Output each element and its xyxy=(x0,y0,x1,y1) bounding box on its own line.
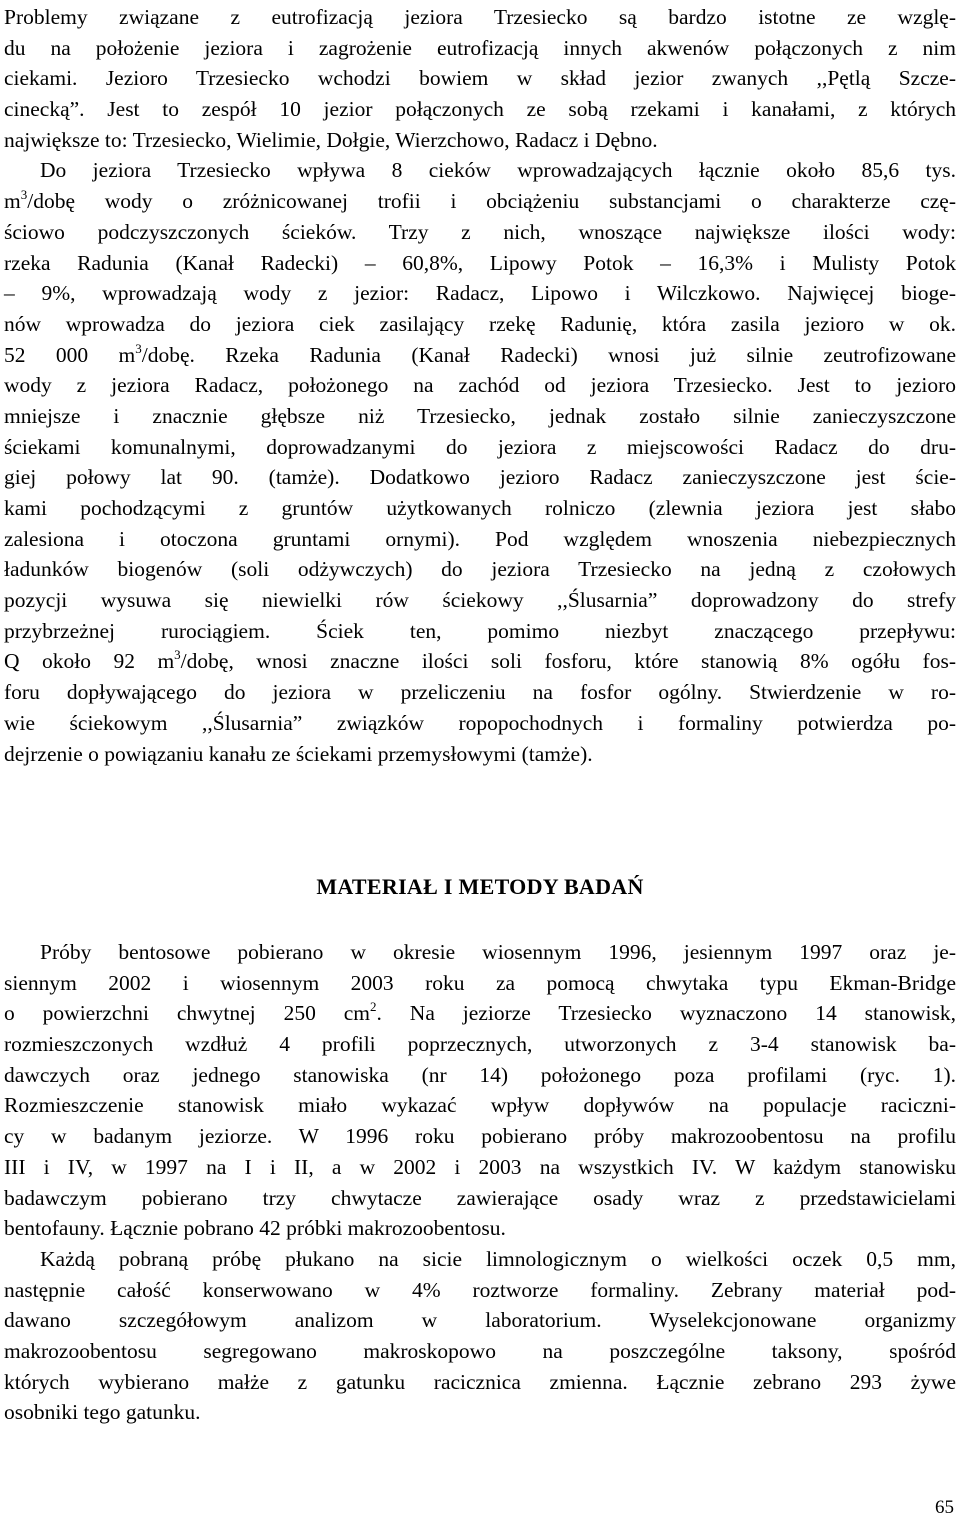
text-line: dawczych oraz jednego stanowiska (nr 14) położonego poza profilami (ryc. 1). xyxy=(4,1062,956,1087)
text-line: rzeka Radunia (Kanał Radecki) – 60,8%, Lipowy Potok – 16,3% i Mulisty Potok xyxy=(4,250,956,275)
text-line: foru dopływającego do jeziora w przeliczeniu na fosfor ogólny. Stwierdzenie w ro- xyxy=(4,680,956,705)
text-line: zalesiona i otoczona gruntami ornymi). Pod względem wnoszenia niebezpiecznych xyxy=(4,526,956,551)
text-line: ściowo podczyszczonych ścieków. Trzy z nich, wnoszące największe ilości wody: xyxy=(4,219,956,244)
text-line: ściekami komunalnymi, doprowadzanymi do jeziora z miejscowości Radacz do dru- xyxy=(4,434,956,459)
superscript: 3 xyxy=(174,647,181,663)
text-line: których wybierano małże z gatunku racicznica zmienna. Łącznie zebrano 293 żywe xyxy=(4,1369,956,1394)
text-line: du na położenie jeziora i zagrożenie eutrofizacją innych akwenów połączonych z nim xyxy=(4,35,956,60)
text-line: 52 000 $m^3$/dobę. Rzeka Radunia (Kanał Radecki) wnosi już silnie zeutrofizowane xyxy=(4,340,956,367)
text-line: cinecką”. Jest to zespół 10 jezior połączonych ze sobą rzekami i kanałami, z których xyxy=(4,97,956,122)
superscript: 2 xyxy=(370,999,377,1015)
text-line: Q około 92 $m^3$/dobę, wnosi znaczne ilości soli fosforu, które stanowią 8% ogółu fos- xyxy=(4,647,956,674)
text-line: Problemy związane z eutrofizacją jeziora Trzesiecko są bardzo istotne ze wzglę- xyxy=(4,5,956,29)
text-line: Każdą pobraną próbę płukano na sicie limnologicznym o wielkości oczek 0,5 mm, xyxy=(40,1246,956,1271)
text-line: Do jeziora Trzesiecko wpływa 8 cieków wprowadzających łącznie około 85,6 tys. xyxy=(40,158,956,183)
body-text-intro xyxy=(4,2,956,769)
text-line: o powierzchni chwytnej 250 $cm^2$. Na jeziorze Trzesiecko wyznaczono 14 stanowisk, xyxy=(4,999,956,1026)
text-line: rozmieszczonych wzdłuż 4 profili poprzecznych, utworzonych z 3-4 stanowisk ba- xyxy=(4,1032,956,1057)
text-line: pozycji wysuwa się niewielki rów ściekowy ,,Ślusarnia” doprowadzony do strefy xyxy=(4,588,956,613)
text-line: Rozmieszczenie stanowisk miało wykazać wpływ dopływów na populacje raciczni- xyxy=(4,1093,956,1118)
text-line: ładunków biogenów (soli odżywczych) do jeziora Trzesiecko na jedną z czołowych xyxy=(4,557,956,582)
text-line: nów wprowadza do jeziora ciek zasilający rzekę Radunię, która zasila jezioro w ok. xyxy=(4,311,956,336)
text-line: – 9%, wprowadzają wody z jezior: Radacz, Lipowo i Wilczkowo. Najwięcej bioge- xyxy=(4,281,956,306)
body-text-methods xyxy=(4,937,956,1428)
page-number: 65 xyxy=(935,1497,954,1518)
text-line: cy w badanym jeziorze. W 1996 roku pobierano próby makrozoobentosu na profilu xyxy=(4,1124,956,1149)
text-line: wody z jeziora Radacz, położonego na zachód od jeziora Trzesiecko. Jest to jezioro xyxy=(4,373,956,398)
section-heading: MATERIAŁ I METODY BADAŃ xyxy=(316,874,644,899)
text-line: Próby bentosowe pobierano w okresie wiosennym 1996, jesiennym 1997 oraz je- xyxy=(40,940,956,964)
text-line: dejrzenie o powiązaniu kanału ze ściekami przemysłowymi (tamże). xyxy=(4,741,593,766)
text-line: siennym 2002 i wiosennym 2003 roku za pomocą chwytaka typu Ekman-Bridge xyxy=(4,970,956,995)
text-line: III i IV, w 1997 na I i II, a w 2002 i 2003 na wszystkich IV. W każdym stanowisku xyxy=(4,1154,956,1179)
text-line: wie ściekowym ,,Ślusarnia” związków ropopochodnych i formaliny potwierdza po- xyxy=(4,710,956,735)
text-line: bentofauny. Łącznie pobrano 42 próbki makrozoobentosu. xyxy=(4,1216,506,1241)
text-line: badawczym pobierano trzy chwytacze zawierające osady wraz z przedstawicielami xyxy=(4,1185,956,1210)
text-line: giej połowy lat 90. (tamże). Dodatkowo jezioro Radacz zanieczyszczone jest ście- xyxy=(4,465,956,490)
superscript: 3 xyxy=(20,187,28,203)
text-line: ciekami. Jezioro Trzesiecko wchodzi bowiem w skład jezior zwanych ,,Pętlą Szcze- xyxy=(4,66,956,91)
text-line: mniejsze i znacznie głębsze niż Trzesiecko, jednak zostało silnie zanieczyszczone xyxy=(4,403,956,428)
text-line: makrozoobentosu segregowano makroskopowo na poszczególne taksony, spośród xyxy=(4,1338,956,1363)
text-line: przybrzeżnej rurociągiem. Ściek ten, pomimo niezbyt znaczącego przepływu: xyxy=(4,618,956,643)
text-line: największe to: Trzesiecko, Wielimie, Dołgie, Wierzchowo, Radacz i Dębno. xyxy=(4,127,658,152)
text-line: następnie całość konserwowano w 4% roztworze formaliny. Zebrany materiał pod- xyxy=(4,1277,956,1302)
text-line: osobniki tego gatunku. xyxy=(4,1400,201,1425)
text-line: $m^3$/dobę wody o zróżnicowanej trofii i obciążeniu substancjami o charakterze czę- xyxy=(4,187,956,214)
superscript: 3 xyxy=(135,340,142,356)
text-line: kami pochodzącymi z gruntów użytkowanych rolniczo (zlewnia jeziora jest słabo xyxy=(4,496,956,520)
text-line: dawano szczegółowym analizom w laboratorium. Wyselekcjonowane organizmy xyxy=(4,1308,956,1333)
